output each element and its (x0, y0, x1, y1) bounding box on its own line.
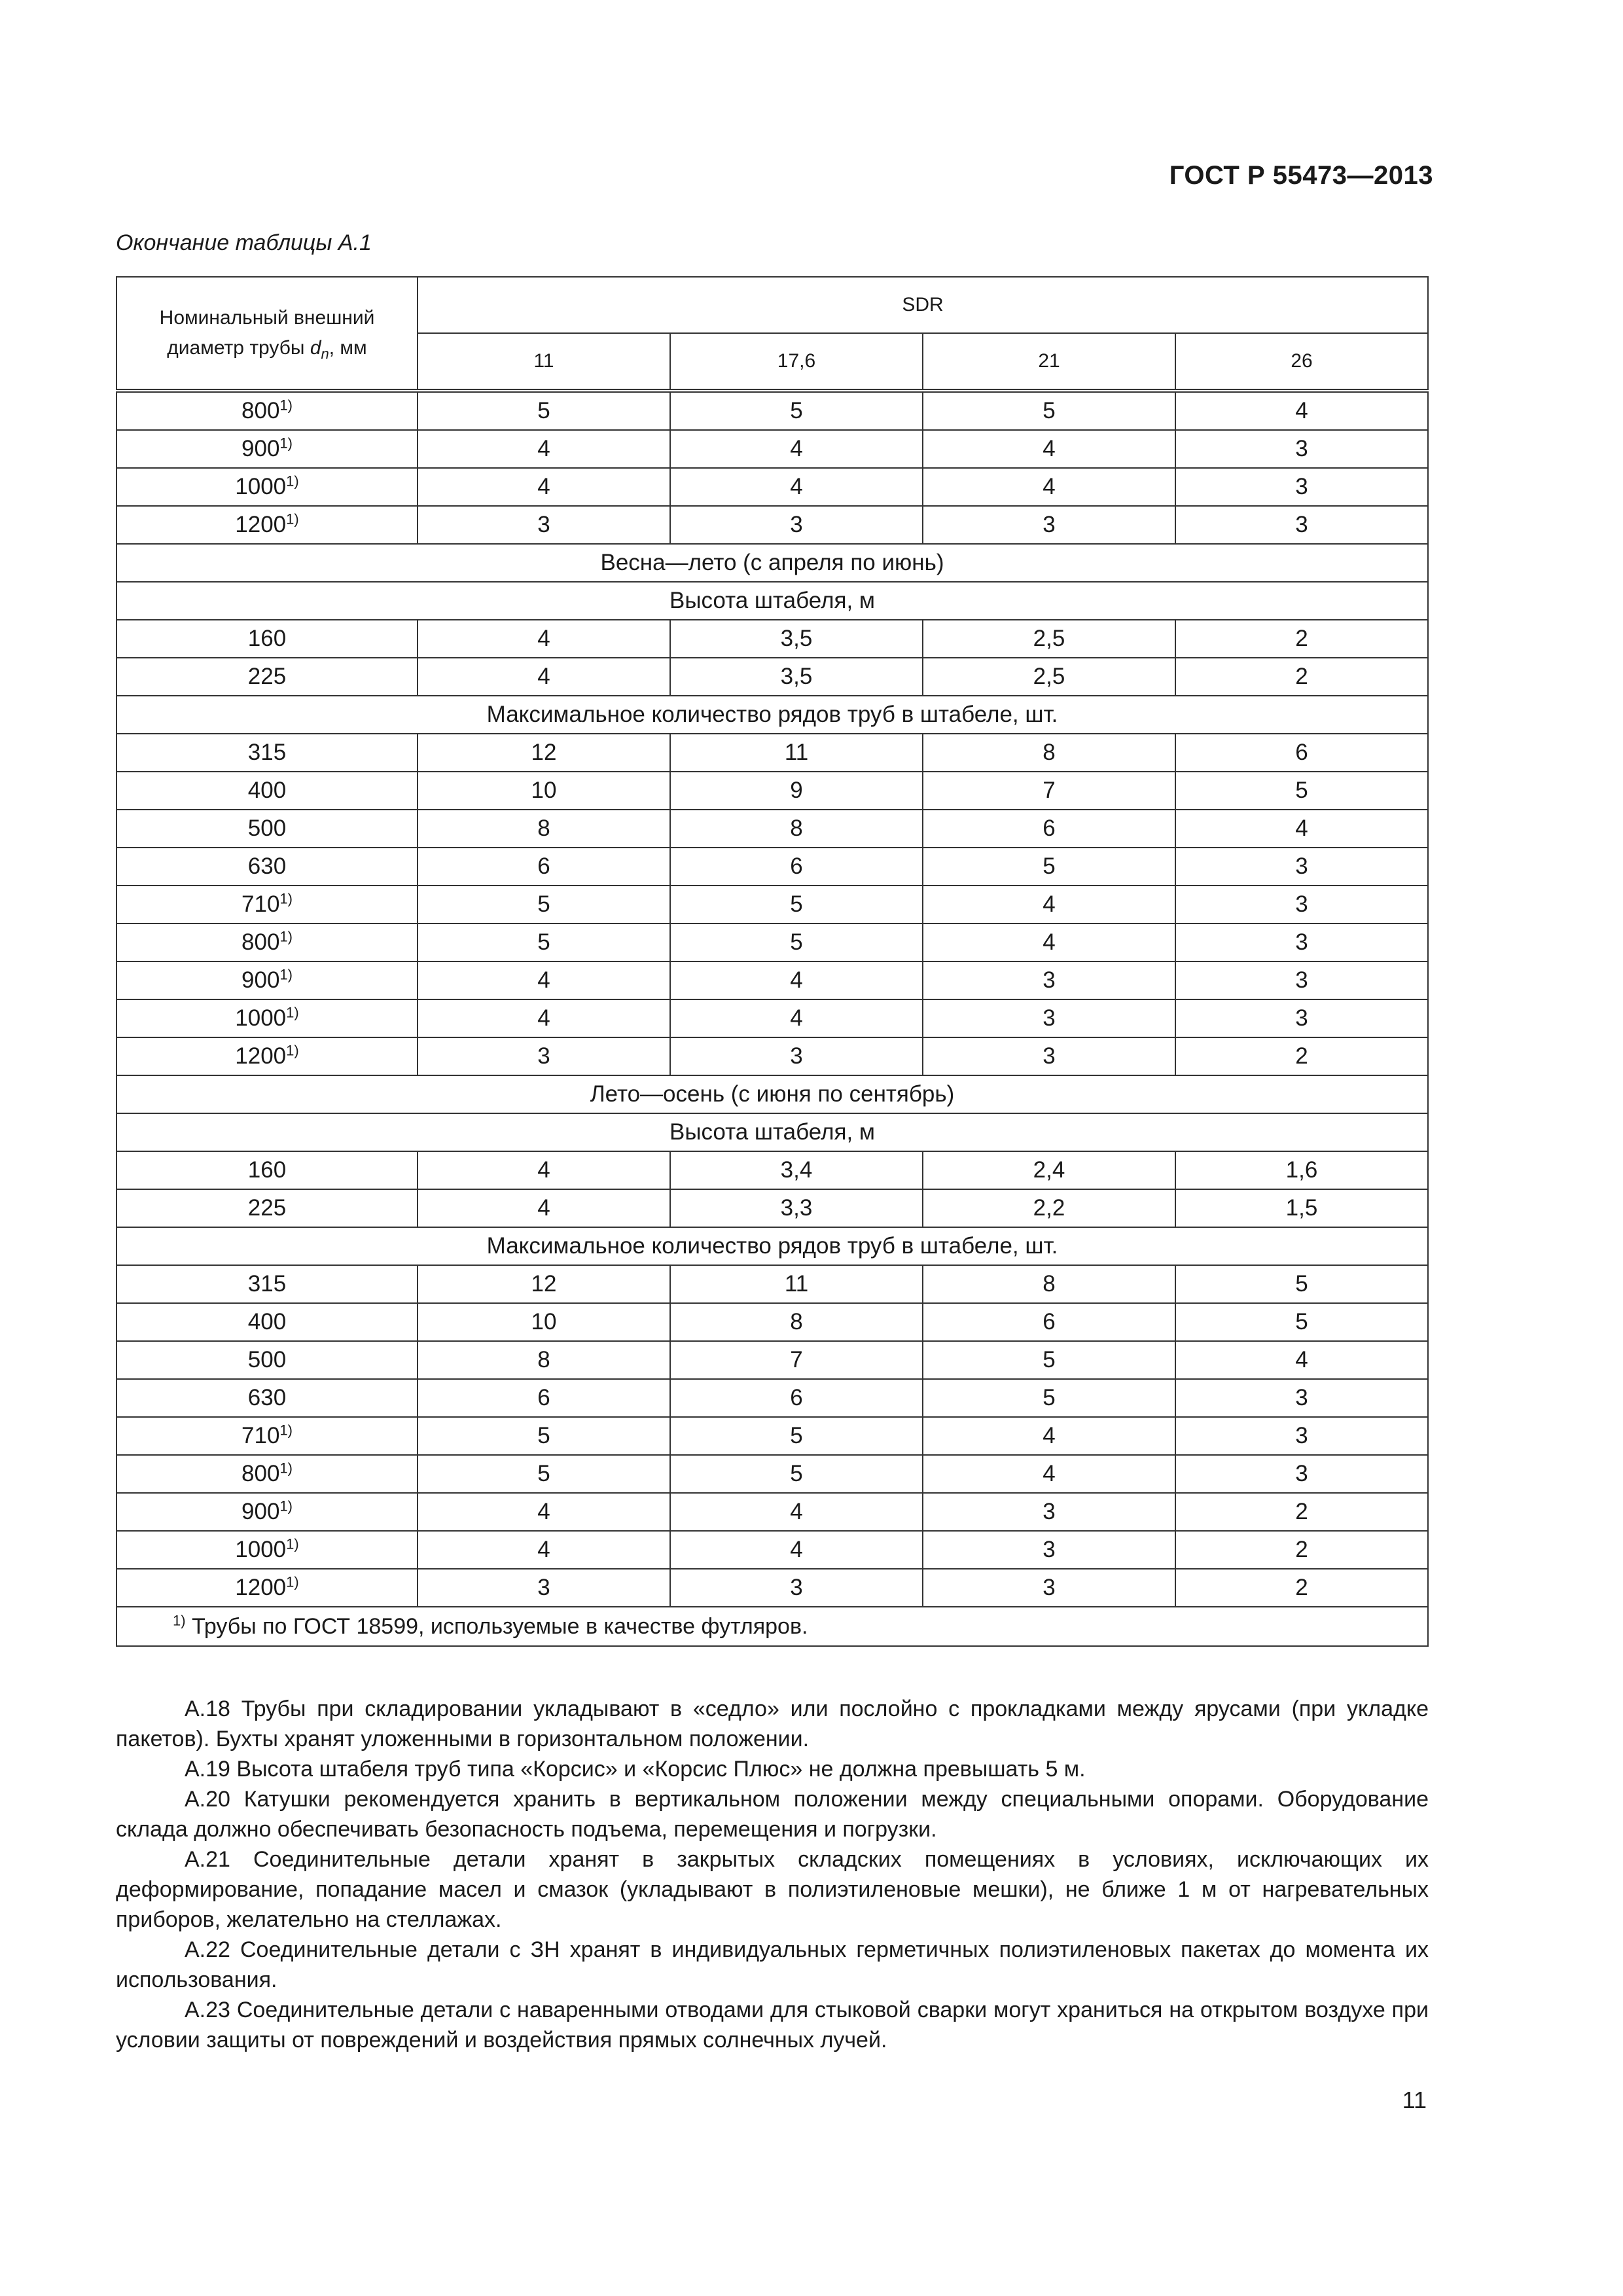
diameter-cell (116, 810, 418, 848)
diameter-value: 800 (241, 398, 280, 423)
paragraph: А.19 Высота штабеля труб типа «Корсис» и «Корсис Плюс» не должна превышать 5 м. (185, 1757, 1086, 1782)
value-cell: 4 (670, 430, 923, 468)
value-cell: 9 (670, 772, 923, 810)
header-diameter-line2a: диаметр трубы (167, 337, 310, 359)
diameter-value: 400 (247, 1309, 287, 1335)
diameter-value: 630 (247, 853, 287, 879)
value-cell: 3 (1175, 848, 1428, 886)
table-row (116, 620, 1428, 658)
footnote-ref: 1) (279, 397, 293, 414)
table-row (116, 886, 1428, 924)
diameter-cell (116, 506, 418, 544)
table-header (116, 277, 1428, 391)
value-cell: 3,3 (670, 1189, 923, 1227)
value-cell: 11 (670, 1265, 923, 1303)
section-row (116, 582, 1428, 620)
diameter-cell (116, 1455, 418, 1493)
table-caption: Окончание таблицы А.1 (116, 230, 372, 255)
table-body (116, 391, 1428, 1607)
diameter-cell (116, 772, 418, 810)
table-row (116, 1569, 1428, 1607)
diameter-value: 315 (247, 740, 287, 765)
diameter-value: 900 (241, 436, 280, 461)
value-cell: 7 (923, 772, 1175, 810)
table-row (116, 1379, 1428, 1417)
diameter-cell (116, 1151, 418, 1189)
footnote-ref: 1) (286, 1535, 299, 1552)
value-cell: 6 (1175, 734, 1428, 772)
table-row (116, 1303, 1428, 1341)
table-row (116, 734, 1428, 772)
value-cell: 3 (923, 1493, 1175, 1531)
diameter-cell (116, 1417, 418, 1455)
diameter-cell (116, 1303, 418, 1341)
value-cell: 4 (1175, 810, 1428, 848)
paragraph: А.21 Соединительные детали хранят в закрытых складских помещениях в условиях, исключающих их деформирование, попадание масел и смазок (укладывают в полиэтиленовые мешки), не ближе 1 м от нагревательных приборов, желательно на стеллажах. (116, 1847, 1429, 1932)
footnote-ref: 1) (286, 1004, 299, 1021)
value-cell: 3 (418, 1569, 670, 1607)
header-diameter (116, 277, 418, 391)
value-cell: 6 (923, 810, 1175, 848)
diameter-value: 1000 (235, 1005, 287, 1031)
footnote-ref: 1) (286, 473, 299, 490)
section-title: Максимальное количество рядов труб в штабеле, шт. (116, 1227, 1428, 1265)
diameter-value: 900 (241, 1499, 280, 1524)
value-cell: 3 (1175, 961, 1428, 999)
value-cell: 2 (1175, 658, 1428, 696)
value-cell: 3 (1175, 999, 1428, 1037)
value-cell: 2,5 (923, 658, 1175, 696)
value-cell: 5 (1175, 772, 1428, 810)
section-title: Лето—осень (с июня по сентябрь) (116, 1075, 1428, 1113)
diameter-cell (116, 999, 418, 1037)
value-cell: 3 (923, 1531, 1175, 1569)
value-cell: 5 (670, 391, 923, 430)
diameter-cell (116, 886, 418, 924)
section-row (116, 1227, 1428, 1265)
table-row (116, 430, 1428, 468)
value-cell: 4 (670, 999, 923, 1037)
header-diameter-line2b: , мм (329, 337, 367, 359)
value-cell: 4 (418, 468, 670, 506)
value-cell: 8 (923, 1265, 1175, 1303)
value-cell: 4 (418, 1531, 670, 1569)
diameter-value: 500 (247, 1347, 287, 1372)
value-cell: 3 (1175, 468, 1428, 506)
footnote-ref: 1) (279, 1460, 293, 1477)
value-cell: 4 (923, 886, 1175, 924)
value-cell: 3,5 (670, 620, 923, 658)
footnote-ref: 1) (279, 1422, 293, 1439)
value-cell: 1,6 (1175, 1151, 1428, 1189)
header-sdr-col: 26 (1175, 333, 1428, 391)
value-cell: 5 (670, 924, 923, 961)
diameter-value: 315 (247, 1271, 287, 1297)
value-cell: 8 (923, 734, 1175, 772)
value-cell: 4 (418, 620, 670, 658)
value-cell: 6 (418, 1379, 670, 1417)
value-cell: 5 (1175, 1303, 1428, 1341)
header-sdr-col: 17,6 (670, 333, 923, 391)
table-row (116, 1455, 1428, 1493)
diameter-value: 1200 (235, 1575, 287, 1600)
value-cell: 4 (418, 1493, 670, 1531)
table-row (116, 658, 1428, 696)
value-cell: 4 (1175, 1341, 1428, 1379)
diameter-cell (116, 924, 418, 961)
value-cell: 5 (670, 1417, 923, 1455)
table-row (116, 1037, 1428, 1075)
diameter-value: 500 (247, 816, 287, 841)
table-row (116, 391, 1428, 430)
diameter-cell (116, 961, 418, 999)
diameter-value: 800 (241, 929, 280, 955)
diameter-cell (116, 1265, 418, 1303)
paragraph: А.20 Катушки рекомендуется хранить в вертикальном положении между специальными опорами. Оборудование склада должно обеспечивать безопасность подъема, перемещения и погрузки. (116, 1787, 1429, 1842)
diameter-value: 1200 (235, 1043, 287, 1069)
value-cell: 5 (418, 886, 670, 924)
value-cell: 6 (670, 1379, 923, 1417)
diameter-value: 900 (241, 967, 280, 993)
value-cell: 3 (418, 506, 670, 544)
paragraph: А.18 Трубы при складировании укладывают в «седло» или послойно с прокладками между ярусами (при укладке пакетов). Бухты хранят уложенными в горизонтальном положении. (116, 1696, 1429, 1751)
diameter-value: 1000 (235, 474, 287, 499)
header-diameter-line1: Номинальный внешний (159, 306, 375, 329)
diameter-value: 630 (247, 1385, 287, 1410)
value-cell: 5 (670, 1455, 923, 1493)
value-cell: 2 (1175, 620, 1428, 658)
diameter-cell (116, 391, 418, 430)
value-cell: 3,5 (670, 658, 923, 696)
value-cell: 3 (923, 1037, 1175, 1075)
value-cell: 2 (1175, 1493, 1428, 1531)
footnote-ref: 1) (279, 435, 293, 452)
value-cell: 4 (418, 658, 670, 696)
section-row (116, 1075, 1428, 1113)
value-cell: 3 (923, 961, 1175, 999)
value-cell: 8 (670, 810, 923, 848)
value-cell: 3 (1175, 430, 1428, 468)
section-title: Высота штабеля, м (116, 582, 1428, 620)
diameter-cell (116, 734, 418, 772)
value-cell: 5 (670, 886, 923, 924)
value-cell: 10 (418, 772, 670, 810)
value-cell: 4 (418, 999, 670, 1037)
body-paragraphs (116, 1694, 1429, 2055)
table-row (116, 1417, 1428, 1455)
table-row (116, 961, 1428, 999)
value-cell: 5 (418, 1455, 670, 1493)
diameter-cell (116, 1379, 418, 1417)
table-row (116, 999, 1428, 1037)
diameter-cell (116, 468, 418, 506)
section-row (116, 544, 1428, 582)
table-row (116, 1265, 1428, 1303)
footnote-ref: 1) (279, 1498, 293, 1515)
value-cell: 4 (670, 1531, 923, 1569)
header-sdr-col: 21 (923, 333, 1175, 391)
value-cell: 6 (418, 848, 670, 886)
section-row (116, 696, 1428, 734)
diameter-cell (116, 1493, 418, 1531)
diameter-value: 400 (247, 778, 287, 803)
value-cell: 3 (1175, 1379, 1428, 1417)
diameter-cell (116, 620, 418, 658)
value-cell: 4 (670, 468, 923, 506)
table-row (116, 924, 1428, 961)
footnote-ref: 1) (279, 928, 293, 945)
value-cell: 5 (923, 391, 1175, 430)
value-cell: 7 (670, 1341, 923, 1379)
value-cell: 2,4 (923, 1151, 1175, 1189)
value-cell: 8 (418, 810, 670, 848)
value-cell: 3,4 (670, 1151, 923, 1189)
diameter-cell (116, 1341, 418, 1379)
value-cell: 5 (923, 1341, 1175, 1379)
value-cell: 5 (923, 848, 1175, 886)
value-cell: 3 (923, 1569, 1175, 1607)
value-cell: 5 (923, 1379, 1175, 1417)
value-cell: 3 (1175, 506, 1428, 544)
footnote-ref: 1) (286, 1042, 299, 1059)
diameter-cell (116, 848, 418, 886)
value-cell: 4 (418, 1151, 670, 1189)
section-title: Высота штабеля, м (116, 1113, 1428, 1151)
value-cell: 6 (923, 1303, 1175, 1341)
diameter-cell (116, 1189, 418, 1227)
value-cell: 2,2 (923, 1189, 1175, 1227)
diameter-cell (116, 1531, 418, 1569)
value-cell: 3 (1175, 924, 1428, 961)
diameter-value: 225 (247, 1195, 287, 1221)
value-cell: 4 (923, 430, 1175, 468)
header-diameter-sub: n (321, 346, 329, 362)
footnote-ref: 1) (279, 890, 293, 907)
table-row (116, 1531, 1428, 1569)
value-cell: 5 (418, 924, 670, 961)
value-cell: 3 (670, 506, 923, 544)
table-row (116, 468, 1428, 506)
diameter-value: 160 (247, 626, 287, 651)
paragraph: А.22 Соединительные детали с ЗН хранят в индивидуальных герметичных полиэтиленовых пакетах до момента их использования. (116, 1937, 1429, 1992)
value-cell: 5 (418, 1417, 670, 1455)
storage-table (116, 276, 1429, 1647)
value-cell: 5 (418, 391, 670, 430)
footnote-ref: 1) (279, 966, 293, 983)
value-cell: 3 (1175, 1455, 1428, 1493)
section-row (116, 1113, 1428, 1151)
value-cell: 2 (1175, 1531, 1428, 1569)
value-cell: 2 (1175, 1569, 1428, 1607)
document-code: ГОСТ Р 55473—2013 (1169, 161, 1433, 190)
value-cell: 6 (670, 848, 923, 886)
footnote-ref: 1) (286, 511, 299, 528)
page-number: 11 (1402, 2087, 1427, 2113)
value-cell: 12 (418, 1265, 670, 1303)
value-cell: 3 (1175, 1417, 1428, 1455)
value-cell: 8 (670, 1303, 923, 1341)
value-cell: 8 (418, 1341, 670, 1379)
value-cell: 3 (670, 1569, 923, 1607)
diameter-value: 160 (247, 1157, 287, 1183)
diameter-cell (116, 1037, 418, 1075)
value-cell: 3 (418, 1037, 670, 1075)
value-cell: 5 (1175, 1265, 1428, 1303)
header-sdr-col: 11 (418, 333, 670, 391)
table-footnote (116, 1607, 1428, 1646)
diameter-value: 1200 (235, 512, 287, 537)
table-row (116, 1493, 1428, 1531)
table-row (116, 1189, 1428, 1227)
value-cell: 4 (923, 1417, 1175, 1455)
value-cell: 4 (418, 430, 670, 468)
value-cell: 4 (923, 924, 1175, 961)
footnote-mark: 1) (173, 1612, 186, 1629)
value-cell: 1,5 (1175, 1189, 1428, 1227)
value-cell: 4 (418, 961, 670, 999)
diameter-cell (116, 430, 418, 468)
table-row (116, 506, 1428, 544)
value-cell: 11 (670, 734, 923, 772)
value-cell: 10 (418, 1303, 670, 1341)
diameter-value: 710 (241, 1423, 280, 1448)
value-cell: 4 (670, 1493, 923, 1531)
value-cell: 4 (923, 468, 1175, 506)
value-cell: 12 (418, 734, 670, 772)
value-cell: 3 (1175, 886, 1428, 924)
table-row (116, 848, 1428, 886)
value-cell: 3 (923, 506, 1175, 544)
header-diameter-d: d (310, 337, 321, 359)
diameter-cell (116, 1569, 418, 1607)
value-cell: 4 (418, 1189, 670, 1227)
value-cell: 2,5 (923, 620, 1175, 658)
value-cell: 3 (923, 999, 1175, 1037)
paragraph: А.23 Соединительные детали с наваренными отводами для стыковой сварки могут храниться на открытом воздухе при условии защиты от повреждений и воздействия прямых солнечных лучей. (116, 1998, 1429, 2053)
diameter-cell (116, 658, 418, 696)
diameter-value: 225 (247, 664, 287, 689)
table-row (116, 772, 1428, 810)
footnote-ref: 1) (286, 1573, 299, 1590)
footnote-text: Трубы по ГОСТ 18599, используемые в качестве футляров. (185, 1613, 808, 1639)
section-title: Весна—лето (с апреля по июнь) (116, 544, 1428, 582)
table-row (116, 1151, 1428, 1189)
value-cell: 4 (1175, 391, 1428, 430)
value-cell: 3 (670, 1037, 923, 1075)
value-cell: 4 (670, 961, 923, 999)
diameter-value: 710 (241, 891, 280, 917)
table-row (116, 810, 1428, 848)
table-row (116, 1341, 1428, 1379)
diameter-value: 800 (241, 1461, 280, 1486)
value-cell: 4 (923, 1455, 1175, 1493)
value-cell: 2 (1175, 1037, 1428, 1075)
header-sdr: SDR (418, 277, 1428, 333)
section-title: Максимальное количество рядов труб в штабеле, шт. (116, 696, 1428, 734)
diameter-value: 1000 (235, 1537, 287, 1562)
